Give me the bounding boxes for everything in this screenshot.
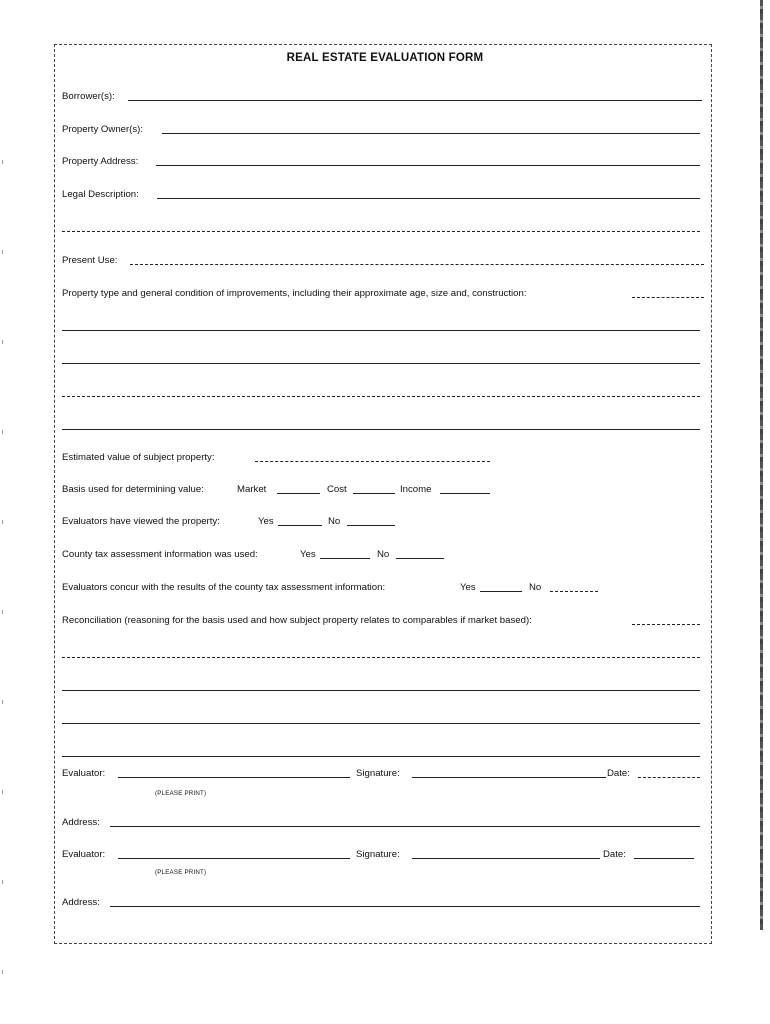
evaluator-1-signature-label: Signature: bbox=[356, 768, 400, 779]
estimated-value-field[interactable] bbox=[255, 461, 490, 462]
viewed-yes-label: Yes bbox=[258, 516, 274, 527]
evaluator-1-address-field[interactable] bbox=[110, 826, 700, 827]
borrowers-label: Borrower(s): bbox=[62, 91, 115, 102]
evaluator-2-signature-field[interactable] bbox=[412, 858, 600, 859]
viewed-yes-field[interactable] bbox=[278, 525, 322, 526]
evaluator-2-address-field[interactable] bbox=[110, 906, 700, 907]
concur-yes-label: Yes bbox=[460, 582, 476, 593]
property-type-field-line-3[interactable] bbox=[62, 363, 700, 364]
present-use-label: Present Use: bbox=[62, 255, 118, 266]
evaluator-1-signature-field[interactable] bbox=[412, 777, 606, 778]
income-label: Income bbox=[400, 484, 432, 495]
evaluator-2-name-field[interactable] bbox=[118, 858, 350, 859]
property-address-label: Property Address: bbox=[62, 156, 139, 167]
scan-edge-left bbox=[2, 120, 3, 1000]
county-used-no-label: No bbox=[377, 549, 390, 560]
evaluator-1-date-label: Date: bbox=[607, 768, 630, 779]
evaluator-2-address-label: Address: bbox=[62, 897, 100, 908]
owners-field[interactable] bbox=[162, 133, 700, 134]
reconciliation-field-line-4[interactable] bbox=[62, 723, 700, 724]
property-address-field[interactable] bbox=[156, 165, 700, 166]
legal-description-field[interactable] bbox=[157, 198, 700, 199]
evaluator-1-date-field[interactable] bbox=[638, 777, 700, 778]
owners-label: Property Owner(s): bbox=[62, 124, 144, 135]
county-used-yes-label: Yes bbox=[300, 549, 316, 560]
reconciliation-field[interactable] bbox=[632, 624, 700, 625]
legal-description-label: Legal Description: bbox=[62, 189, 139, 200]
income-field[interactable] bbox=[440, 493, 490, 494]
property-type-field-line-2[interactable] bbox=[62, 330, 700, 331]
estimated-value-label: Estimated value of subject property: bbox=[62, 452, 215, 463]
reconciliation-field-line-3[interactable] bbox=[62, 690, 700, 691]
property-type-field-line-5[interactable] bbox=[62, 429, 700, 430]
market-label: Market bbox=[237, 484, 267, 495]
concur-no-field[interactable] bbox=[550, 591, 598, 592]
borrowers-field[interactable] bbox=[128, 100, 702, 101]
viewed-no-label: No bbox=[328, 516, 341, 527]
county-used-yes-field[interactable] bbox=[320, 558, 370, 559]
property-type-field-line-4[interactable] bbox=[62, 396, 700, 397]
county-used-no-field[interactable] bbox=[396, 558, 444, 559]
evaluator-2-label: Evaluator: bbox=[62, 849, 106, 860]
market-field[interactable] bbox=[277, 493, 320, 494]
evaluator-2-date-field[interactable] bbox=[634, 858, 694, 859]
legal-description-field-line-2[interactable] bbox=[62, 231, 700, 232]
cost-label: Cost bbox=[327, 484, 347, 495]
viewed-no-field[interactable] bbox=[347, 525, 395, 526]
property-type-field[interactable] bbox=[632, 297, 704, 298]
evaluator-2-signature-label: Signature: bbox=[356, 849, 400, 860]
reconciliation-field-line-5[interactable] bbox=[62, 756, 700, 757]
cost-field[interactable] bbox=[353, 493, 395, 494]
scan-edge-right bbox=[760, 0, 763, 930]
present-use-field[interactable] bbox=[130, 264, 704, 265]
evaluator-2-please-print: (PLEASE PRINT) bbox=[155, 869, 207, 876]
evaluator-1-address-label: Address: bbox=[62, 817, 100, 828]
evaluator-1-name-field[interactable] bbox=[118, 777, 350, 778]
county-used-label: County tax assessment information was used: bbox=[62, 549, 258, 560]
concur-no-label: No bbox=[529, 582, 542, 593]
evaluator-1-label: Evaluator: bbox=[62, 768, 106, 779]
basis-label: Basis used for determining value: bbox=[62, 484, 204, 495]
concur-label: Evaluators concur with the results of the county tax assessment information: bbox=[62, 582, 386, 593]
reconciliation-field-line-2[interactable] bbox=[62, 657, 700, 658]
concur-yes-field[interactable] bbox=[480, 591, 522, 592]
evaluator-2-date-label: Date: bbox=[603, 849, 626, 860]
reconciliation-label: Reconciliation (reasoning for the basis used and how subject property relates to comparables if market based): bbox=[62, 615, 532, 626]
viewed-label: Evaluators have viewed the property: bbox=[62, 516, 220, 527]
form-title: REAL ESTATE EVALUATION FORM bbox=[286, 52, 484, 64]
property-type-label: Property type and general condition of improvements, including their approximate age, size and, construction: bbox=[62, 288, 527, 299]
evaluator-1-please-print: (PLEASE PRINT) bbox=[155, 790, 207, 797]
